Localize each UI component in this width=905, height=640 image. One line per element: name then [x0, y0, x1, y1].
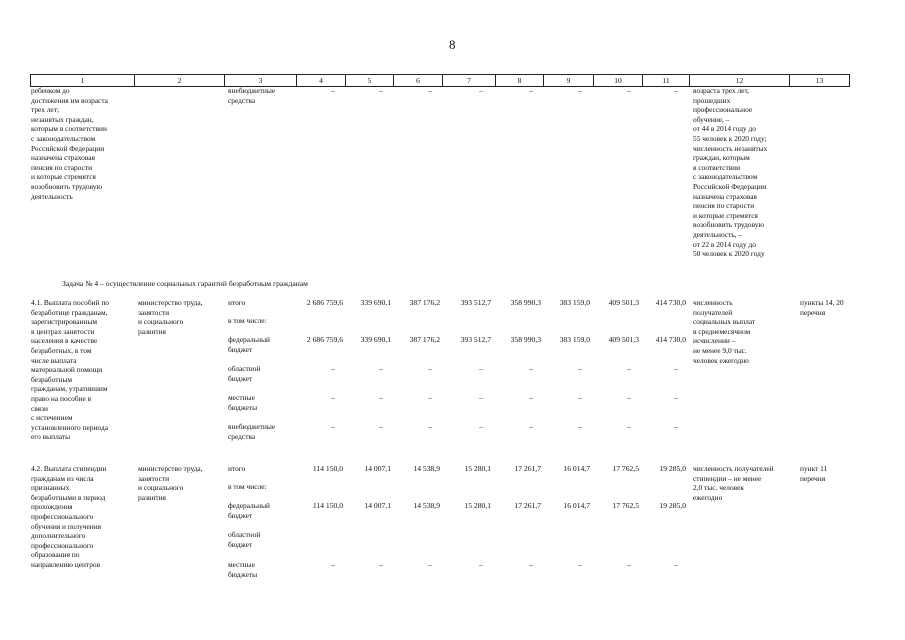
task-4-heading: Задача № 4 – осуществление социальных гарантий безработным гражданам	[62, 279, 308, 288]
header-col-8: 8	[496, 75, 544, 86]
row-4-2-indicator: численность получателей стипендии – не менее 2,0 тыс. человек ежегодно	[693, 464, 774, 502]
header-col-5: 5	[346, 75, 394, 86]
row-4-2-reference: пункт 11 перечня	[800, 464, 828, 483]
row-4-2-src-federal: федеральный бюджет	[228, 501, 270, 520]
row-4-2-local-dash-5: –	[529, 560, 533, 569]
header-col-2: 2	[135, 75, 225, 86]
header-col-7: 7	[443, 75, 496, 86]
row-4-2-local-dash-6: –	[578, 560, 582, 569]
row-4-2-src-incl: в том числе:	[228, 482, 267, 491]
header-col-4: 4	[297, 75, 346, 86]
top-dash-8: –	[674, 86, 678, 95]
row-4-1-src-local: местные бюджеты	[228, 393, 258, 412]
row-4-1-federal-value-4: 393 512,7	[460, 335, 491, 344]
row-4-2-federal-value-7: 17 762,5	[612, 501, 639, 510]
row-4-1-regional-dash-6: –	[578, 364, 582, 373]
row-4-2-itogo-value-6: 16 014,7	[563, 464, 590, 473]
row-4-1-regional-dash-3: –	[428, 364, 432, 373]
row-4-1-federal-value-7: 409 501,3	[608, 335, 639, 344]
row-4-1-src-extrabudget: внебюджетные средства	[228, 422, 276, 441]
row-4-1-regional-dash-5: –	[529, 364, 533, 373]
row-4-1-local-dash-6: –	[578, 393, 582, 402]
row-4-2-itogo-value-5: 17 261,7	[514, 464, 541, 473]
row-4-1-federal-value-2: 339 690,1	[360, 335, 391, 344]
row-4-1-itogo-value-6: 383 159,0	[559, 298, 590, 307]
row-4-2-local-dash-2: –	[379, 560, 383, 569]
row-4-1-src-regional: областной бюджет	[228, 364, 261, 383]
row-4-2-federal-value-3: 14 538,9	[413, 501, 440, 510]
row-4-1-src-itogo: итого	[228, 298, 246, 307]
row-4-1-extrabudget-dash-3: –	[428, 422, 432, 431]
top-col1-text: ребенком до достижения им возраста трех лет; незанятых граждан, которым в соответствии с законодательством Российской Федерации назначена страховая пенсия по старости и которые стремятся возобновить трудовую деятельность	[31, 86, 108, 201]
top-dash-1: –	[331, 86, 335, 95]
top-col3-source: внебюджетные средства	[228, 86, 276, 105]
row-4-2-measure: 4.2. Выплата стипендии гражданам из числа признанных безработными в период прохождения профессионального обучения и получения дополнительного профессионального образования по направлению центров	[31, 464, 107, 569]
row-4-2-itogo-value-1: 114 150,0	[312, 464, 343, 473]
header-col-12: 12	[690, 75, 790, 86]
row-4-1-regional-dash-8: –	[674, 364, 678, 373]
page-number: 8	[449, 37, 456, 52]
row-4-1-regional-dash-4: –	[479, 364, 483, 373]
row-4-1-federal-value-3: 387 176,2	[409, 335, 440, 344]
row-4-1-measure: 4.1. Выплата пособий по безработице гражданам, зарегистрированным в центрах занятости населения в качестве безработных, в том числе выплата материальной помощи безработным гражданам, утратившим право на пособие в связи с истечением установленного периода его выплаты	[31, 298, 109, 442]
row-4-2-federal-value-1: 114 150,0	[312, 501, 343, 510]
row-4-2-itogo-value-4: 15 280,1	[464, 464, 491, 473]
row-4-1-extrabudget-dash-8: –	[674, 422, 678, 431]
row-4-1-executor: министерство труда, занятости и социального развития	[138, 298, 203, 336]
row-4-1-src-incl: в том числе:	[228, 316, 267, 325]
header-col-11: 11	[643, 75, 690, 86]
row-4-1-regional-dash-7: –	[627, 364, 631, 373]
header-col-3: 3	[225, 75, 297, 86]
row-4-1-extrabudget-dash-2: –	[379, 422, 383, 431]
header-col-9: 9	[544, 75, 594, 86]
top-dash-2: –	[379, 86, 383, 95]
header-col-6: 6	[394, 75, 443, 86]
row-4-2-local-dash-4: –	[479, 560, 483, 569]
header-col-10: 10	[594, 75, 643, 86]
row-4-2-src-local: местные бюджеты	[228, 560, 258, 579]
top-dash-6: –	[578, 86, 582, 95]
row-4-1-local-dash-1: –	[331, 393, 335, 402]
row-4-2-local-dash-7: –	[627, 560, 631, 569]
row-4-2-itogo-value-2: 14 007,1	[364, 464, 391, 473]
row-4-1-itogo-value-2: 339 690,1	[360, 298, 391, 307]
row-4-1-itogo-value-5: 358 990,3	[510, 298, 541, 307]
row-4-1-federal-value-8: 414 730,0	[655, 335, 686, 344]
row-4-1-local-dash-5: –	[529, 393, 533, 402]
row-4-2-federal-value-6: 16 014,7	[563, 501, 590, 510]
row-4-1-federal-value-1: 2 686 759,6	[306, 335, 343, 344]
row-4-2-local-dash-8: –	[674, 560, 678, 569]
row-4-1-reference: пункты 14, 20 перечня	[800, 298, 844, 317]
row-4-2-federal-value-5: 17 261,7	[514, 501, 541, 510]
row-4-2-executor: министерство труда, занятости и социального развития	[138, 464, 203, 502]
row-4-2-src-itogo: итого	[228, 464, 246, 473]
row-4-2-itogo-value-8: 19 285,0	[659, 464, 686, 473]
row-4-2-local-dash-3: –	[428, 560, 432, 569]
top-dash-3: –	[428, 86, 432, 95]
row-4-1-extrabudget-dash-4: –	[479, 422, 483, 431]
header-col-1: 1	[30, 75, 135, 86]
row-4-1-regional-dash-1: –	[331, 364, 335, 373]
row-4-1-federal-value-6: 383 159,0	[559, 335, 590, 344]
row-4-1-itogo-value-4: 393 512,7	[460, 298, 491, 307]
top-col12-indicator: возраста трех лет, прошедших профессиональное обучение, – от 44 в 2014 году до 55 человек к 2020 году; численность незанятых граждан, которым в соответствии с законодательством Российской Федерации назначена страховая пенсия по старости и которые стремятся возобновить трудовую деятельность, – от 22 в 2014 году до 50 человек к 2020 году	[693, 86, 768, 259]
row-4-1-itogo-value-7: 409 501,3	[608, 298, 639, 307]
row-4-1-src-federal: федеральный бюджет	[228, 335, 270, 354]
row-4-2-itogo-value-3: 14 538,9	[413, 464, 440, 473]
row-4-2-local-dash-1: –	[331, 560, 335, 569]
row-4-1-local-dash-3: –	[428, 393, 432, 402]
row-4-1-local-dash-7: –	[627, 393, 631, 402]
row-4-1-itogo-value-8: 414 730,0	[655, 298, 686, 307]
row-4-1-extrabudget-dash-5: –	[529, 422, 533, 431]
top-dash-5: –	[529, 86, 533, 95]
row-4-1-extrabudget-dash-7: –	[627, 422, 631, 431]
row-4-2-itogo-value-7: 17 762,5	[612, 464, 639, 473]
top-dash-7: –	[627, 86, 631, 95]
top-dash-4: –	[479, 86, 483, 95]
header-col-13: 13	[790, 75, 850, 86]
row-4-1-local-dash-4: –	[479, 393, 483, 402]
row-4-1-local-dash-8: –	[674, 393, 678, 402]
row-4-1-indicator: численность получателей социальных выплат в среднемесячном исчислении – не менее 9,0 тыс. человек ежегодно	[693, 298, 756, 365]
row-4-1-extrabudget-dash-1: –	[331, 422, 335, 431]
row-4-1-federal-value-5: 358 990,3	[510, 335, 541, 344]
row-4-1-local-dash-2: –	[379, 393, 383, 402]
row-4-2-federal-value-2: 14 007,1	[364, 501, 391, 510]
row-4-2-federal-value-8: 19 285,0	[659, 501, 686, 510]
row-4-1-itogo-value-3: 387 176,2	[409, 298, 440, 307]
row-4-1-extrabudget-dash-6: –	[578, 422, 582, 431]
row-4-1-itogo-value-1: 2 686 759,6	[306, 298, 343, 307]
row-4-2-src-regional: областной бюджет	[228, 530, 261, 549]
row-4-2-federal-value-4: 15 280,1	[464, 501, 491, 510]
row-4-1-regional-dash-2: –	[379, 364, 383, 373]
